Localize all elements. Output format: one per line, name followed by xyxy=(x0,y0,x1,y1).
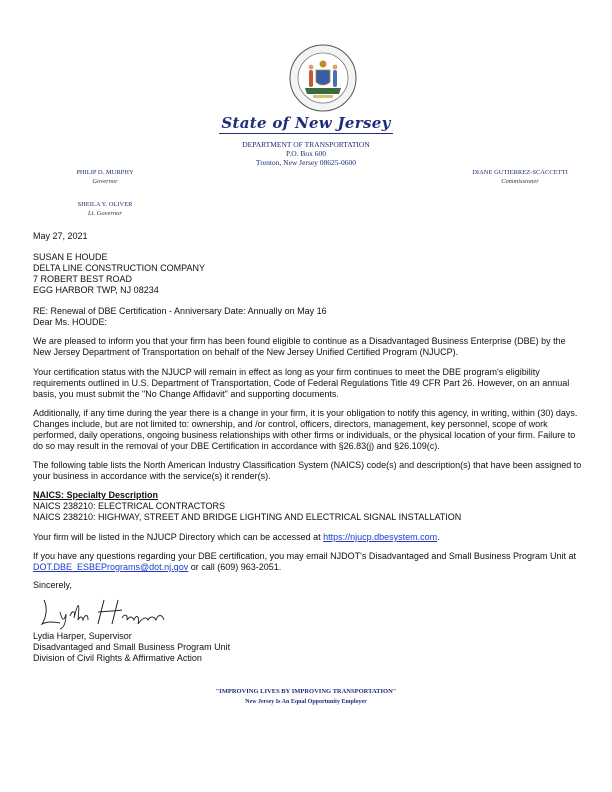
paragraph-questions xyxy=(33,551,585,573)
paragraph-directory xyxy=(33,532,585,543)
state-name: State of New Jersey xyxy=(221,114,391,132)
governor-block xyxy=(50,168,160,186)
governor-name: PHILIP D. MURPHY xyxy=(76,169,134,176)
signer-division: Division of Civil Rights & Affirmative Action xyxy=(33,653,202,663)
state-seal-icon xyxy=(289,44,357,112)
questions-end: or call (609) 963-2051. xyxy=(188,562,282,572)
lt-governor-block xyxy=(50,200,160,218)
recipient-city: EGG HARBOR TWP, NJ 08234 xyxy=(33,285,159,295)
naics-row: NAICS 238210: ELECTRICAL CONTRACTORS xyxy=(33,501,226,511)
program-email-link[interactable]: DOT.DBE_ESBEPrograms@dot.nj.gov xyxy=(33,562,189,572)
department-name: DEPARTMENT OF TRANSPORTATION xyxy=(242,140,370,149)
paragraph-eligibility: We are pleased to inform you that your firm has been found eligible to continue as a Disadvantaged Business Enterprise (DBE) by the New Jersey Department of Transportation on behalf of the New Jersey Unified Certified Program (NJUCP). xyxy=(33,336,566,357)
footer-eoe: New Jersey Is An Equal Opportunity Employer xyxy=(245,699,367,705)
department-city: Trenton, New Jersey 08625-0600 xyxy=(255,158,357,167)
commissioner-title: Commissioner xyxy=(501,178,539,185)
recipient-company: DELTA LINE CONSTRUCTION COMPANY xyxy=(33,263,206,273)
directory-link[interactable]: https://njucp.dbesystem.com xyxy=(323,532,438,542)
salutation: Dear Ms. HOUDE: xyxy=(33,317,108,327)
lt-governor-name: SHEILA Y. OLIVER xyxy=(77,201,133,208)
re-line: RE: Renewal of DBE Certification - Anniversary Date: Annually on May 16 xyxy=(33,306,327,316)
commissioner-block xyxy=(440,168,600,186)
paragraph-change-notice: Additionally, if any time during the year there is a change in your firm, it is your obligation to notify this agency, in writing, within (30) days. Changes include, but are not limited to: ownership, and /or control, officers, directors, management, key personnel, scope of work performed, daily operations, ongoing business relationships with other firms or individuals, or the physical location of your firm. Failure to do so may result in the removal of your DBE Certification in accordance with §26.83(j) and §26.109(c). xyxy=(33,408,578,451)
closing: Sincerely, xyxy=(33,580,72,590)
naics-table xyxy=(33,490,585,523)
commissioner-name: DIANE GUTIERREZ-SCACCETTI xyxy=(472,169,568,176)
directory-text: Your firm will be listed in the NJUCP Directory which can be accessed at xyxy=(33,532,324,542)
directory-end: . xyxy=(437,532,440,542)
questions-text: If you have any questions regarding your DBE certification, you may email NJDOT's Disadvantaged and Small Business Program Unit at xyxy=(33,551,576,561)
lt-governor-title: Lt. Governor xyxy=(88,210,122,217)
naics-row: NAICS 238210: HIGHWAY, STREET AND BRIDGE LIGHTING AND ELECTRICAL SIGNAL INSTALLATION xyxy=(33,512,462,522)
governor-title: Governor xyxy=(92,178,118,185)
signer-name: Lydia Harper, Supervisor xyxy=(33,631,132,641)
recipient-address xyxy=(33,252,585,296)
recipient-street: 7 ROBERT BEST ROAD xyxy=(33,274,133,284)
signer-block xyxy=(33,631,585,664)
po-box: P.O. Box 600 xyxy=(285,149,326,158)
footer-motto: "IMPROVING LIVES BY IMPROVING TRANSPORTATION" xyxy=(215,688,397,695)
signer-unit: Disadvantaged and Small Business Program Unit xyxy=(33,642,231,652)
paragraph-naics-intro: The following table lists the North American Industry Classification System (NAICS) code(s) and description(s) that have been assigned to your business in accordance with the service(s) it render(s). xyxy=(33,460,582,481)
paragraph-certification-status: Your certification status with the NJUCP will remain in effect as long as your firm continues to meet the DBE program's eligibility requirements outlined in U.S. Department of Transportation, Code of Federal Regulations Title 49 CFR Part 26. However, on an annual basis, you must submit the "No Change Affidavit" and supporting documents. xyxy=(33,367,570,399)
recipient-name: SUSAN E HOUDE xyxy=(33,252,108,262)
letter-date: May 27, 2021 xyxy=(33,231,88,241)
handwritten-signature xyxy=(38,594,178,630)
naics-header: NAICS: Specialty Description xyxy=(33,490,159,500)
